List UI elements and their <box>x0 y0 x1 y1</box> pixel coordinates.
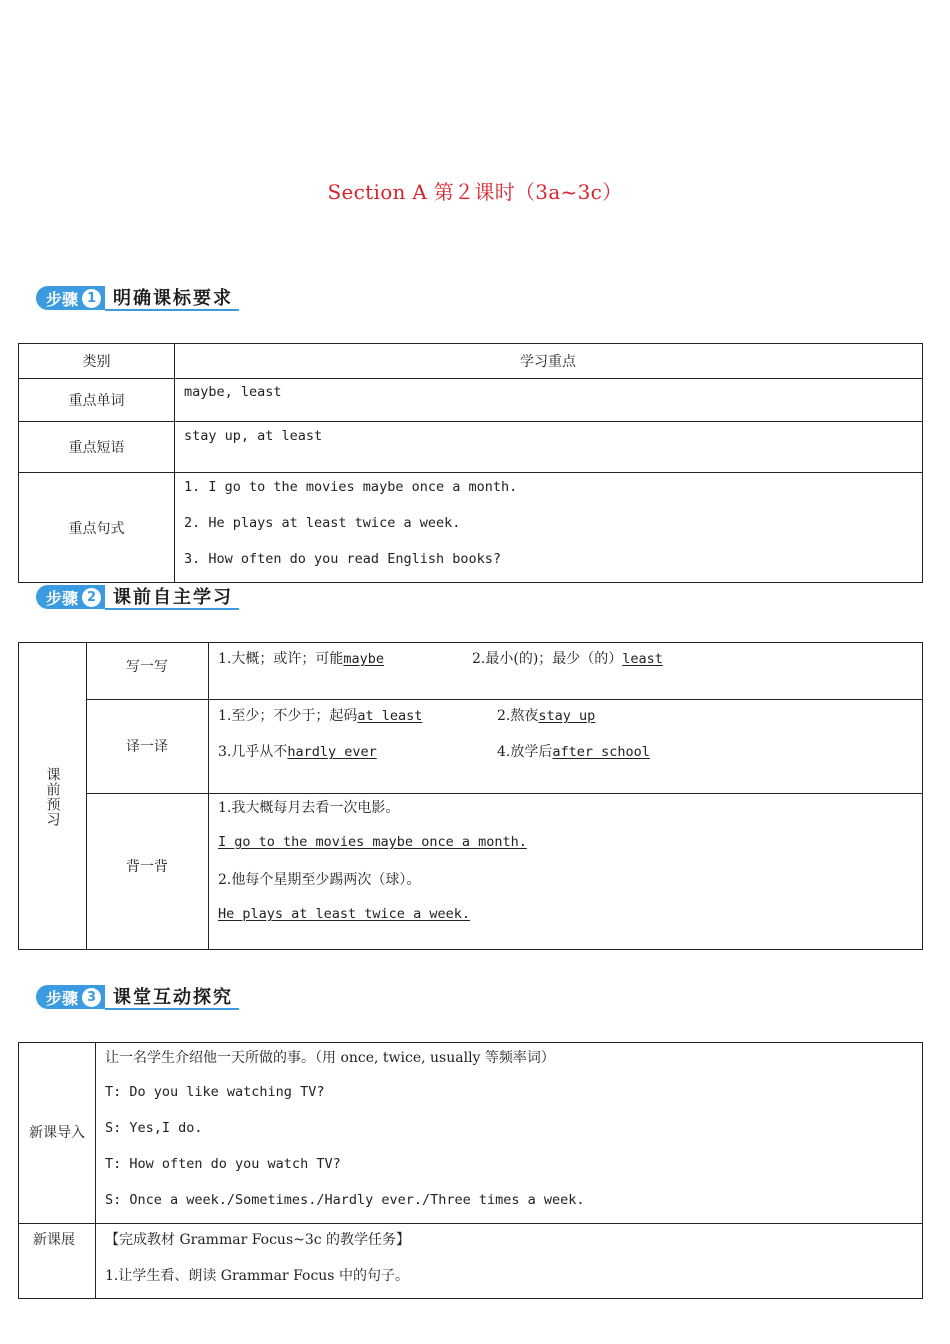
intro-line-4: T: How often do you watch TV? <box>105 1156 341 1172</box>
new-lesson-line-2: 1.让学生看、朗读 Grammar Focus 中的句子。 <box>105 1268 409 1284</box>
step-number: 3 <box>82 988 101 1007</box>
translate-item-2: 2.熬夜stay up <box>497 708 596 724</box>
step-pill <box>36 585 105 609</box>
step-title: 明确课标要求 <box>105 285 239 311</box>
phrases-label: 重点短语 <box>68 439 125 456</box>
sentence-3: 3. How often do you read English books? <box>184 551 501 567</box>
step-2-banner <box>36 585 239 609</box>
intro-line-2: T: Do you like watching TV? <box>105 1084 325 1100</box>
intro-label: 新课导入 <box>29 1125 85 1141</box>
translate-item-1: 1.至少；不少于；起码at least <box>218 708 423 724</box>
step-number: 2 <box>82 588 101 607</box>
new-lesson-label: 新课展 <box>33 1232 75 1248</box>
step-title: 课堂互动探究 <box>105 984 239 1010</box>
recite-label: 背一背 <box>126 859 168 875</box>
recite-sentence-2-cn: 2.他每个星期至少踢两次（球）。 <box>218 872 421 888</box>
step-label: 步骤 <box>46 988 79 1008</box>
translate-item-3: 3.几乎从不hardly ever <box>218 744 377 760</box>
intro-line-3: S: Yes,I do. <box>105 1120 203 1136</box>
sentences-label: 重点句式 <box>68 521 125 537</box>
preview-table <box>18 642 923 950</box>
write-item-2: 2.最小(的)；最少（的）least <box>472 651 663 667</box>
preview-side-label: 课前预习 <box>44 767 61 827</box>
new-lesson-line-1: 【完成教材 Grammar Focus~3c 的教学任务】 <box>105 1232 411 1248</box>
step-label: 步骤 <box>46 289 79 309</box>
words-value: maybe, least <box>184 384 282 400</box>
step-pill <box>36 286 105 310</box>
page-title: Section A 第２课时（3a~3c） <box>327 180 623 204</box>
classroom-table <box>18 1042 923 1299</box>
translate-item-4: 4.放学后after school <box>497 744 650 760</box>
step-pill <box>36 985 105 1009</box>
step-3-banner <box>36 985 239 1009</box>
header-focus: 学习重点 <box>520 354 576 370</box>
intro-line-1: 让一名学生介绍他一天所做的事。（用 once, twice, usually 等频率词） <box>105 1050 555 1066</box>
write-label: 写一写 <box>126 659 168 675</box>
write-item-1: 1.大概；或许；可能maybe <box>218 651 384 667</box>
words-label: 重点单词 <box>68 392 125 409</box>
intro-line-5: S: Once a week./Sometimes./Hardly ever./Three times a week. <box>105 1192 585 1208</box>
step-title: 课前自主学习 <box>105 584 239 610</box>
sentence-2: 2. He plays at least twice a week. <box>184 515 461 531</box>
header-category: 类别 <box>82 354 111 370</box>
recite-sentence-2-en: He plays at least twice a week. <box>218 906 470 922</box>
recite-sentence-1-en: I go to the movies maybe once a month. <box>218 834 527 850</box>
step-label: 步骤 <box>46 588 79 608</box>
translate-label: 译一译 <box>126 739 168 755</box>
step-1-banner <box>36 286 239 310</box>
requirements-table <box>18 343 923 583</box>
step-number: 1 <box>82 289 101 308</box>
phrases-value: stay up, at least <box>184 428 323 444</box>
sentence-1: 1. I go to the movies maybe once a month. <box>184 479 518 495</box>
recite-sentence-1-cn: 1.我大概每月去看一次电影。 <box>218 800 400 816</box>
